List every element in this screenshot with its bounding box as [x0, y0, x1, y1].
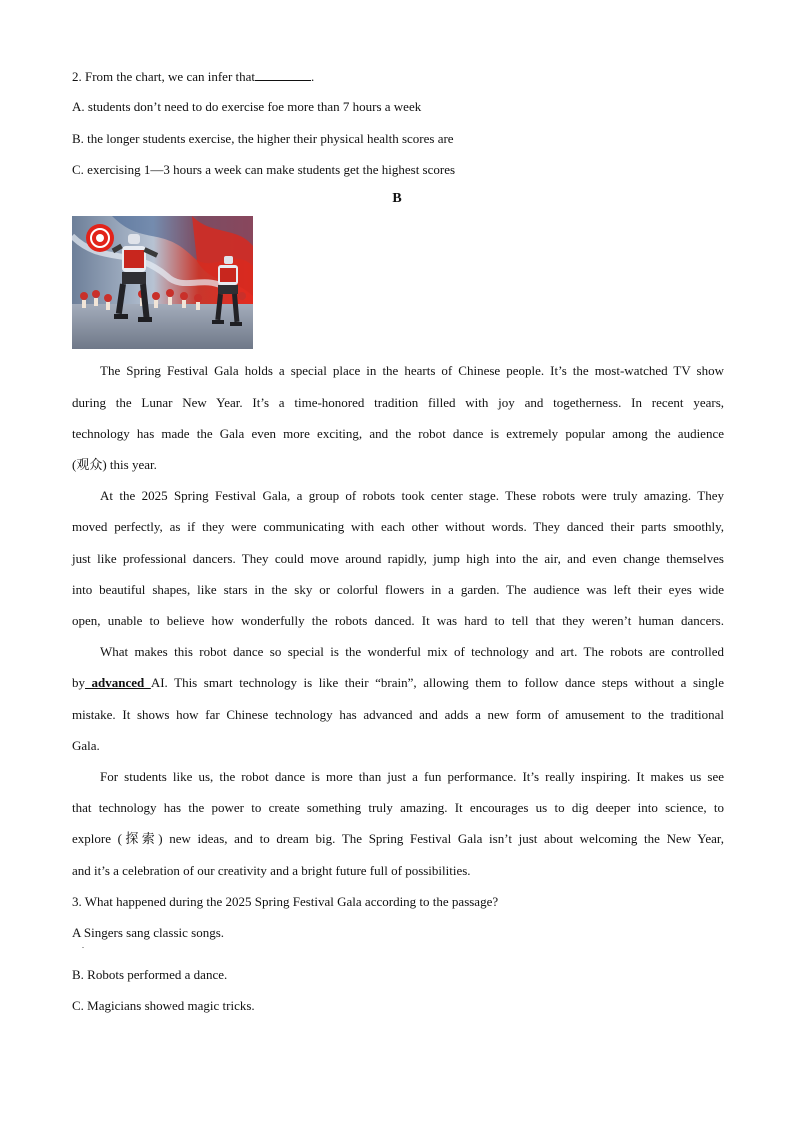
q3-option-a: A Singers sang classic songs.: [72, 925, 225, 940]
q2-option-a: A. students don’t need to do exercise foe more than 7 hours a week: [72, 99, 422, 114]
passage-p2-line: At the 2025 Spring Festival Gala, a group of robots took center stage. These robots were truly amazing. They: [100, 488, 724, 503]
passage-p4-line: and it’s a celebration of our creativity and a bright future full of possibilities.: [72, 863, 471, 878]
passage-p3-line: What makes this robot dance so special is the wonderful mix of technology and art. The robots are controlled: [100, 644, 724, 659]
passage-p3-line: mistake. It shows how far Chinese technology has advanced and adds a new form of amusement to the traditional: [72, 707, 724, 722]
keyword-advanced: advanced: [85, 675, 151, 690]
passage-p2-line: into beautiful shapes, like stars in the sky or colorful flowers in a garden. The audience was left their eyes wide: [72, 582, 724, 597]
q2-option-c: C. exercising 1—3 hours a week can make students get the highest scores: [72, 162, 456, 177]
passage-p2-line: just like professional dancers. They could move around rapidly, jump high into the air, and even change themselves: [72, 551, 724, 566]
passage-p1-line: (观众) this year.: [72, 457, 157, 472]
q3-option-b: B. Robots performed a dance.: [72, 967, 228, 982]
q3-stem: 3. What happened during the 2025 Spring Festival Gala according to the passage?: [72, 894, 499, 909]
passage-p1-line: technology has made the Gala even more exciting, and the robot dance is extremely popular among the audience: [72, 426, 724, 441]
passage-p2-line: open, unable to believe how wonderfully the robots danced. It was hard to tell that they weren’t human dancers.: [72, 613, 724, 628]
answer-blank: [255, 68, 311, 81]
q2-stem: 2. From the chart, we can infer that .: [72, 69, 315, 84]
passage-p3-line: by advanced AI. This smart technology is like their “brain”, allowing them to follow dance steps without a single: [72, 675, 725, 690]
passage-p3-line: Gala.: [72, 738, 100, 753]
passage-p1-line: during the Lunar New Year. It’s a time-honored tradition filled with joy and togetherness. In recent years,: [72, 395, 724, 410]
section-heading: B: [392, 191, 402, 206]
passage-p4-line: explore (探索) new ideas, and to dream big. The Spring Festival Gala isn’t just about welcoming the New Year,: [72, 831, 724, 846]
q3-option-a-mark: .: [82, 941, 84, 950]
passage-p4-line: For students like us, the robot dance is more than just a fun performance. It’s really inspiring. It makes us see: [100, 769, 724, 784]
q3-option-c: C. Magicians showed magic tricks.: [72, 998, 255, 1013]
passage-p4-line: that technology has the power to create something truly amazing. It encourages us to dig deeper into science, to: [72, 800, 724, 815]
q2-option-b: B. the longer students exercise, the higher their physical health scores are: [72, 131, 454, 146]
robot-dance-photo: [72, 216, 253, 349]
passage-p2-line: moved perfectly, as if they were communicating with each other without words. They danced their parts smoothly,: [72, 519, 724, 534]
passage-p1-line: The Spring Festival Gala holds a special place in the hearts of Chinese people. It’s the most-watched TV show: [100, 363, 724, 378]
